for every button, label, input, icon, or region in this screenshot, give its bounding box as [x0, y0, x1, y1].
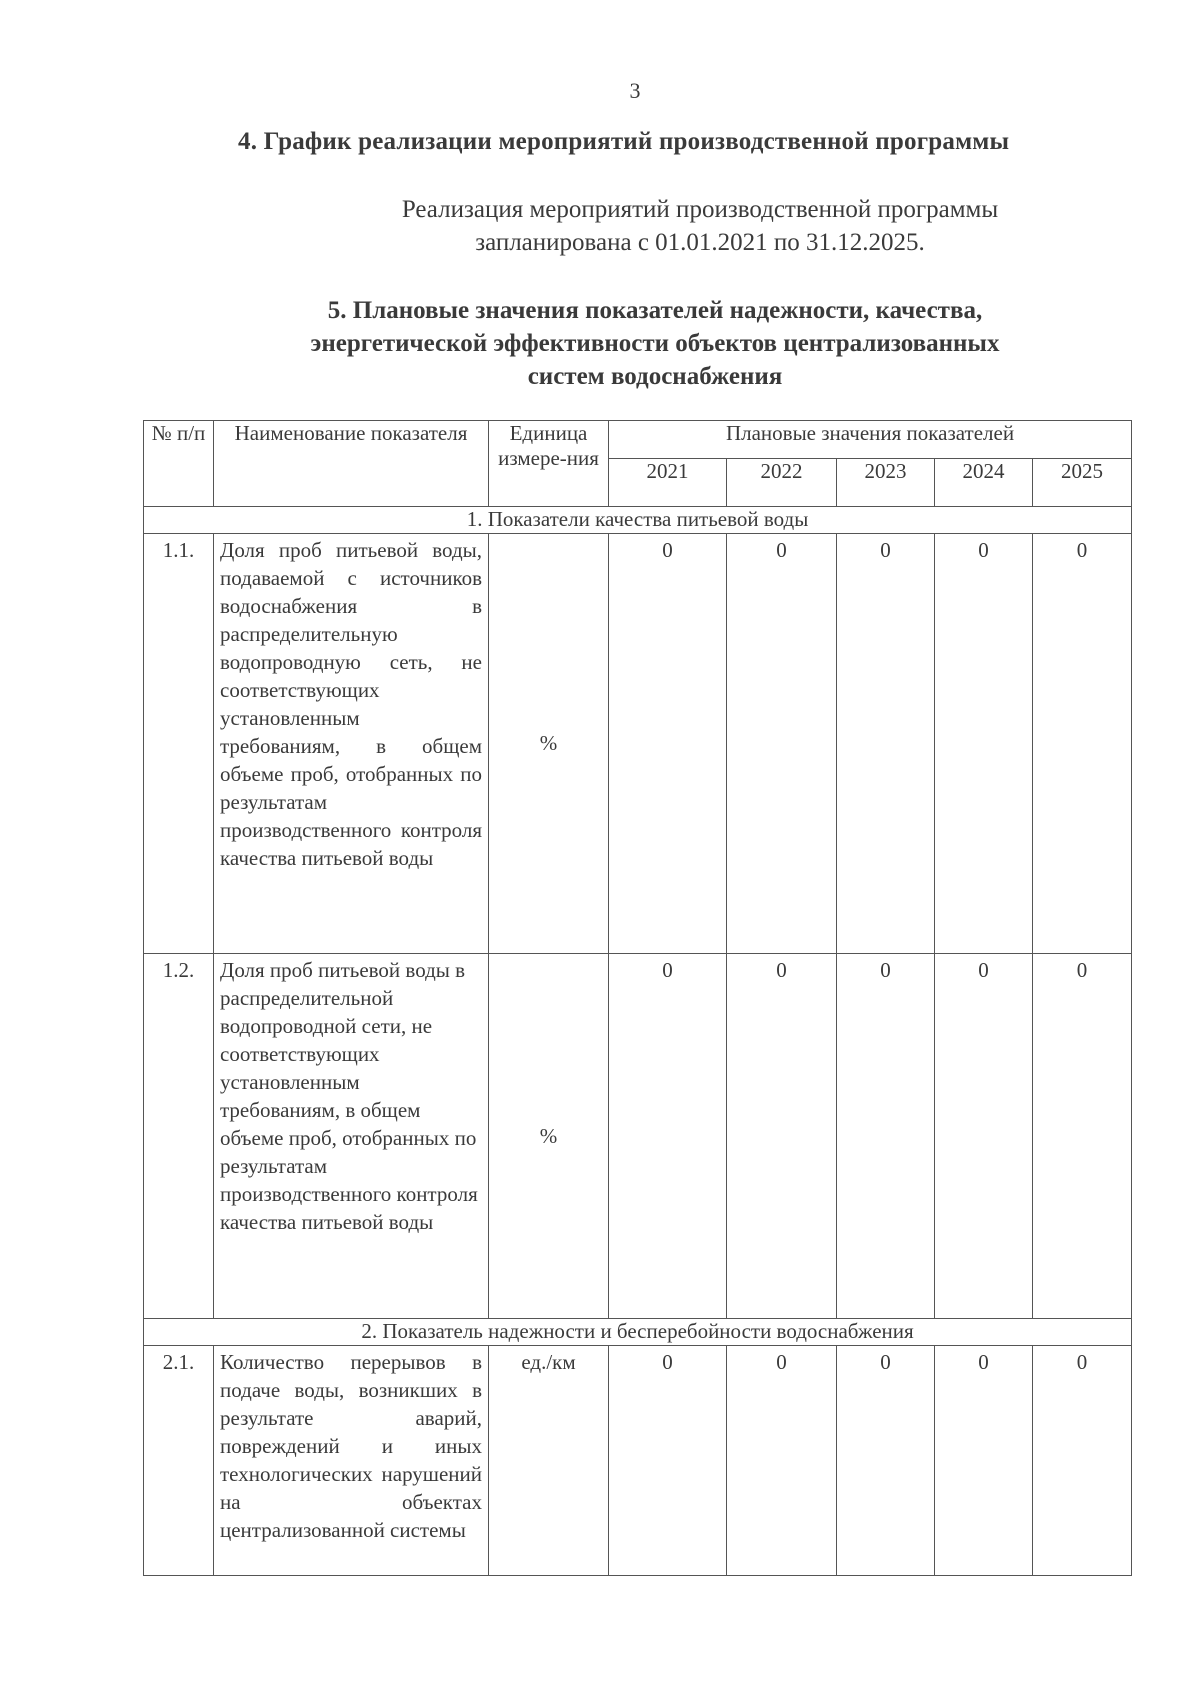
row-value: 0 — [1033, 1346, 1132, 1576]
table-row — [144, 534, 1132, 954]
row-value: 0 — [935, 534, 1033, 954]
row-num: 1.2. — [144, 954, 214, 1319]
row-name: Доля проб питьевой воды, подаваемой с источников водоснабжения в распределительную водопроводную сеть, не соответствующих установленным требованиям, в общем объеме проб, отобранных по результатам производственного контроля качества питьевой воды — [214, 534, 489, 954]
row-value: 0 — [837, 954, 935, 1319]
col-header-name: Наименование показателя — [214, 421, 489, 507]
col-header-year: 2022 — [727, 459, 837, 507]
row-value: 0 — [837, 1346, 935, 1576]
col-header-num: № п/п — [144, 421, 214, 507]
col-header-year: 2025 — [1033, 459, 1132, 507]
section-5-title-line: систем водоснабжения — [527, 363, 783, 390]
row-value: 0 — [935, 1346, 1033, 1576]
row-value: 0 — [727, 1346, 837, 1576]
row-value: 0 — [1033, 954, 1132, 1319]
col-header-year: 2024 — [935, 459, 1033, 507]
col-header-planned: Плановые значения показателей — [609, 421, 1132, 459]
row-value: 0 — [935, 954, 1033, 1319]
col-header-unit: Единица измере-ния — [489, 421, 609, 507]
table-row — [144, 1346, 1132, 1576]
section-title: 2. Показатель надежности и бесперебойности водоснабжения — [144, 1319, 1132, 1346]
row-value: 0 — [837, 534, 935, 954]
section-title: 1. Показатели качества питьевой воды — [144, 507, 1132, 534]
row-value: 0 — [727, 954, 837, 1319]
section-row — [144, 507, 1132, 534]
indicators-table — [143, 420, 1132, 1576]
row-num: 2.1. — [144, 1346, 214, 1576]
section-4-text — [250, 193, 1150, 259]
section-5-title — [230, 294, 1080, 393]
section-5-title-line: энергетической эффективности объектов централизованных — [310, 330, 1000, 357]
row-name: Количество перерывов в подаче воды, возникших в результате аварий, повреждений и иных технологических нарушений на объектах централизованной системы — [214, 1346, 489, 1576]
section-5-title-line: 5. Плановые значения показателей надежности, качества, — [327, 297, 983, 324]
section-4-title: 4. График реализации мероприятий производственной программы — [238, 128, 1010, 155]
page-number: 3 — [629, 78, 641, 103]
row-value: 0 — [609, 534, 727, 954]
row-unit: ед./км — [489, 1346, 609, 1576]
col-header-year: 2023 — [837, 459, 935, 507]
section-4-text-line: запланирована с 01.01.2021 по 31.12.2025. — [475, 229, 925, 256]
row-value: 0 — [609, 954, 727, 1319]
table-row — [144, 954, 1132, 1319]
row-value: 0 — [1033, 534, 1132, 954]
section-4-text-line: Реализация мероприятий производственной программы — [401, 196, 999, 223]
row-value: 0 — [727, 534, 837, 954]
header-row — [144, 421, 1132, 459]
row-name: Доля проб питьевой воды в распределительной водопроводной сети, не соответствующих установленным требованиям, в общем объеме проб, отобранных по результатам производственного контроля качества питьевой воды — [214, 954, 489, 1319]
row-unit: % — [489, 954, 609, 1319]
col-header-year: 2021 — [609, 459, 727, 507]
row-value: 0 — [609, 1346, 727, 1576]
row-unit: % — [489, 534, 609, 954]
row-num: 1.1. — [144, 534, 214, 954]
section-row — [144, 1319, 1132, 1346]
